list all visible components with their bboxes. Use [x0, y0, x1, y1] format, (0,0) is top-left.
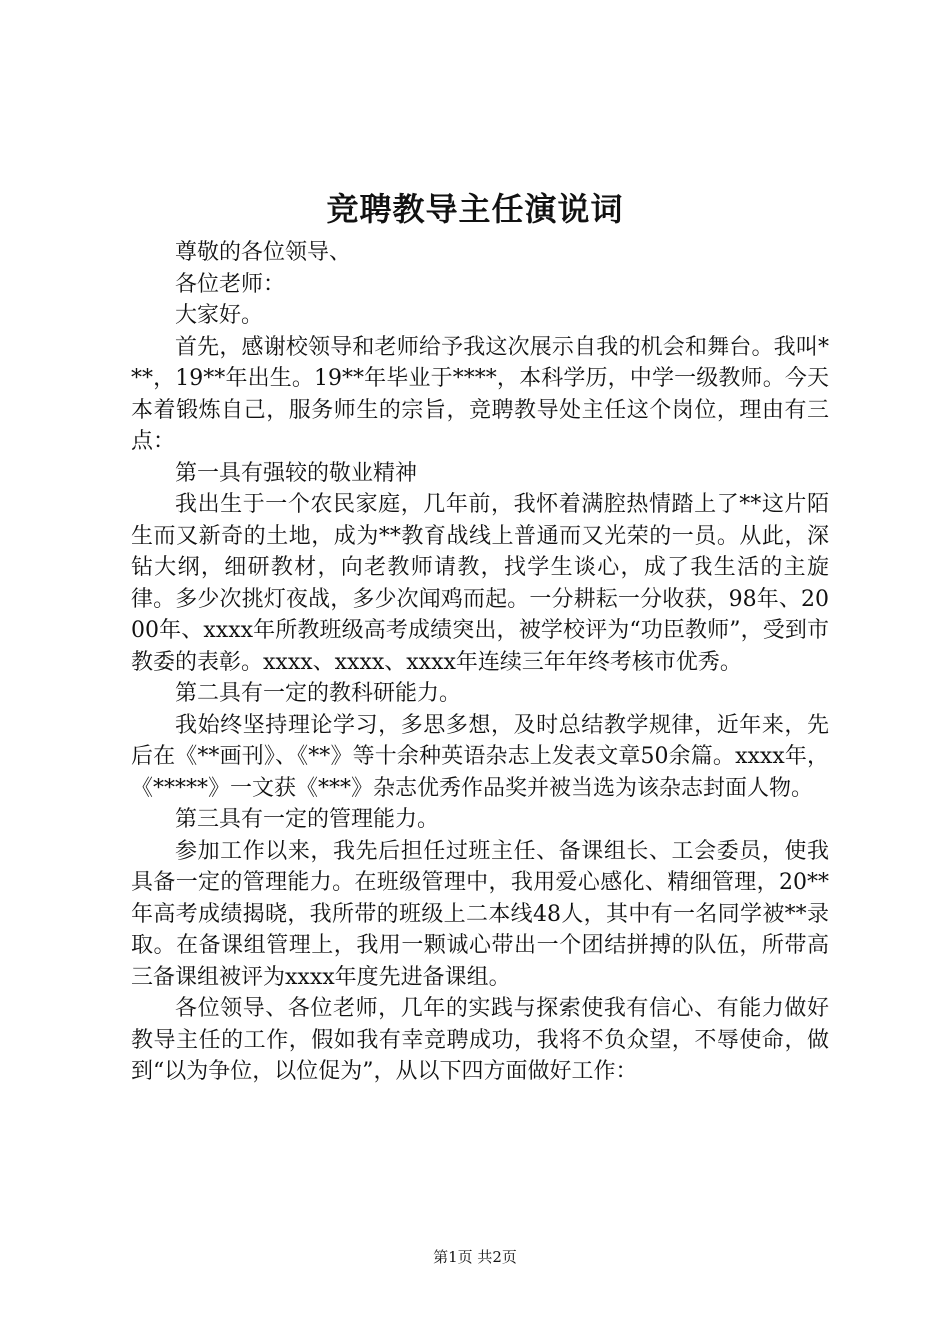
body-paragraph: 首先，感谢校领导和老师给予我这次展示自我的机会和舞台。我叫***，19**年出生。19**年毕业于****，本科学历，中学一级教师。今天本着锻炼自己，服务师生的宗旨，竞聘教导处主任这个岗位，理由有三点： [131, 334, 829, 454]
section-heading: 第三具有一定的管理能力。 [175, 807, 440, 832]
salutation-line: 各位老师： [175, 271, 286, 297]
page-footer: 第1页 共2页 [433, 1248, 517, 1266]
body-paragraph: 我始终坚持理论学习，多思多想，及时总结教学规律，近年来，先后在《**画刊》、《**》等十余种英语杂志上发表文章50余篇。xxxx年，《*****》一文获《***》杂志优秀作品奖并被当选为该杂志封面人物。 [131, 712, 829, 801]
body-paragraph: 参加工作以来，我先后担任过班主任、备课组长、工会委员，使我具备一定的管理能力。在班级管理中，我用爱心感化、精细管理，20**年高考成绩揭晓，我所带的班级上二本线48人，其中有一名同学被**录取。在备课组管理上，我用一颗诚心带出一个团结拼搏的队伍，所带高三备课组被评为xxxx年度先进备课组。 [131, 838, 829, 990]
document-title: 竞聘教导主任演说词 [326, 190, 624, 228]
document-body [131, 237, 829, 1088]
greeting-line: 大家好。 [175, 303, 264, 328]
body-paragraph: 各位领导、各位老师，几年的实践与探索使我有信心、有能力做好教导主任的工作，假如我有幸竞聘成功，我将不负众望，不辱使命，做到“以为争位，以位促为”，从以下四方面做好工作： [131, 996, 829, 1084]
body-paragraph: 我出生于一个农民家庭，几年前，我怀着满腔热情踏上了**这片陌生而又新奇的土地，成为**教育战线上普通而又光荣的一员。从此，深钻大纲，细研教材，向老教师请教，找学生谈心，成了我生活的主旋律。多少次挑灯夜战，多少次闻鸡而起。一分耕耘一分收获，98年、2000年、xxxx年所教班级高考成绩突出，被学校评为“功臣教师”，受到市教委的表彰。xxxx、xxxx、xxxx年连续三年年终考核市优秀。 [131, 492, 829, 675]
section-heading: 第二具有一定的教科研能力。 [175, 681, 462, 706]
section-heading: 第一具有强较的敬业精神 [175, 460, 418, 486]
salutation-line: 尊敬的各位领导、 [175, 240, 352, 265]
